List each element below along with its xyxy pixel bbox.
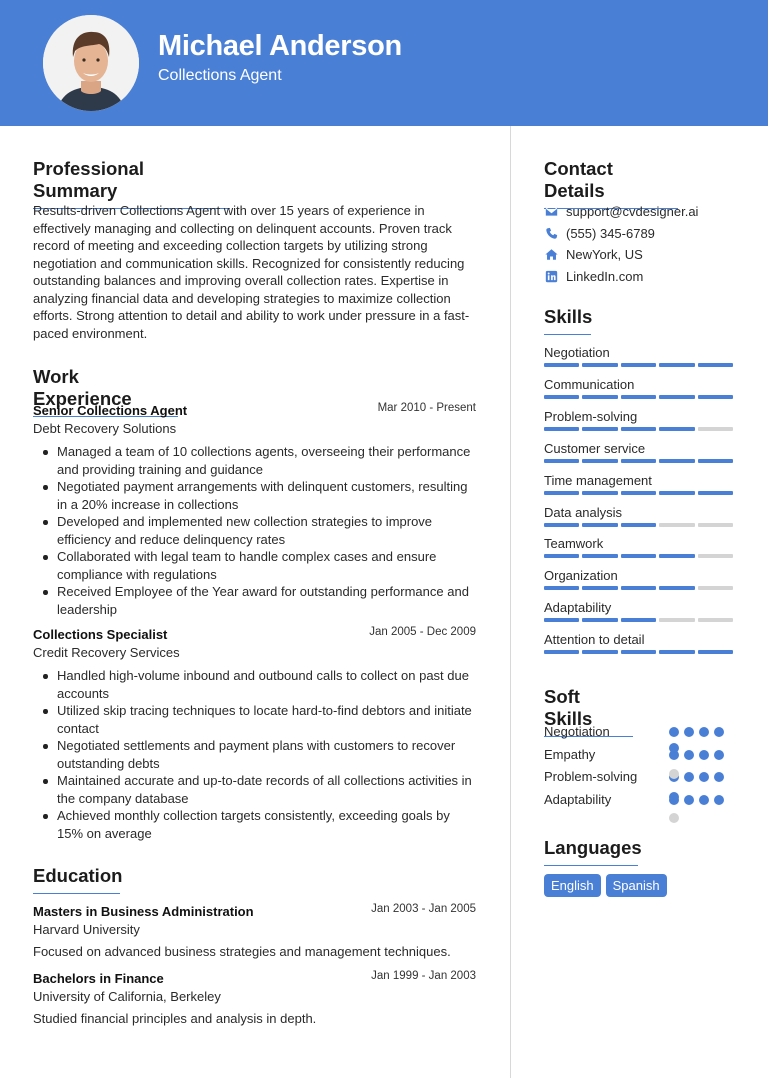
job-title: Senior Collections Agent: [33, 403, 188, 418]
skill-level-segment: [582, 554, 617, 558]
soft-skill-dot: [684, 795, 694, 805]
job-bullets: [33, 667, 476, 842]
skill-level-segment: [544, 618, 579, 622]
list-item: Handled high-volume inbound and outbound calls to collect on past due accounts: [33, 667, 476, 702]
skill-item: [544, 505, 733, 527]
soft-skill-item: [544, 747, 734, 770]
skill-level-bar: [544, 523, 733, 527]
skill-level-segment: [544, 554, 579, 558]
skill-level-segment: [582, 586, 617, 590]
skill-level-segment: [544, 586, 579, 590]
skill-level-segment: [544, 491, 579, 495]
skill-item: [544, 536, 733, 558]
school-name: University of California, Berkeley: [33, 989, 221, 1004]
skill-item: [544, 568, 733, 590]
list-item: Negotiated settlements and payment plans with customers to recover outstanding debts: [33, 737, 476, 772]
skill-name: Customer service: [544, 440, 646, 456]
soft-skill-dot: [714, 772, 724, 782]
skill-level-segment: [582, 523, 617, 527]
soft-skill-dot: [714, 795, 724, 805]
header-banner: [0, 0, 768, 126]
soft-skill-dot: [669, 743, 679, 753]
skill-level-segment: [582, 427, 617, 431]
skill-level-bar: [544, 395, 733, 399]
skill-level-segment: [659, 554, 694, 558]
skill-level-segment: [544, 459, 579, 463]
soft-skill-dot: [699, 750, 709, 760]
skill-level-segment: [582, 459, 617, 463]
skill-level-segment: [659, 459, 694, 463]
job-date: Mar 2010 - Present: [377, 402, 476, 414]
job-date: Jan 2005 - Dec 2009: [369, 626, 476, 638]
skill-level-segment: [659, 491, 694, 495]
soft-skill-dot: [714, 727, 724, 737]
avatar: [43, 15, 139, 111]
section-title-languages: Languages: [544, 837, 638, 866]
soft-skill-item: [544, 769, 734, 792]
skill-level-segment: [582, 618, 617, 622]
skill-level-segment: [698, 554, 733, 558]
skill-item: [544, 600, 733, 622]
skill-level-segment: [582, 395, 617, 399]
skill-level-segment: [621, 618, 656, 622]
soft-skill-name: Negotiation: [544, 724, 610, 739]
education-date: Jan 2003 - Jan 2005: [371, 903, 476, 915]
skill-level-bar: [544, 586, 733, 590]
skill-name: Time management: [544, 472, 652, 488]
skill-name: Organization: [544, 568, 618, 584]
skill-level-segment: [659, 363, 694, 367]
skill-level-segment: [698, 586, 733, 590]
skill-item: [544, 377, 733, 399]
skill-level-segment: [698, 650, 733, 654]
skill-level-segment: [698, 363, 733, 367]
soft-skill-dot: [669, 792, 679, 802]
skill-level-segment: [582, 650, 617, 654]
column-divider: [510, 126, 511, 1078]
contact-text: support@cvdesigner.ai: [566, 204, 699, 220]
linkedin-icon: [544, 269, 558, 283]
job-company: Credit Recovery Services: [33, 645, 180, 660]
contact-email[interactable]: [544, 201, 698, 223]
language-badge: English: [544, 874, 601, 897]
contact-list: [544, 201, 698, 287]
job-entry: [33, 626, 476, 842]
skill-level-segment: [698, 427, 733, 431]
languages-list: [544, 874, 667, 897]
skill-name: Teamwork: [544, 536, 604, 552]
job-company: Debt Recovery Solutions: [33, 421, 177, 436]
skill-name: Negotiation: [544, 345, 610, 360]
skill-level-bar: [544, 427, 733, 431]
education-entry: [33, 903, 476, 959]
skill-level-segment: [544, 363, 579, 367]
job-entry: [33, 402, 476, 618]
skill-level-segment: [621, 427, 656, 431]
contact-location: [544, 244, 698, 266]
skill-level-bar: [544, 618, 733, 622]
degree-title: Masters in Business Administration: [33, 904, 254, 919]
list-item: Collaborated with legal team to handle complex cases and ensure compliance with regulations: [33, 548, 476, 583]
soft-skill-item: [544, 792, 734, 815]
skill-name: Data analysis: [544, 504, 623, 520]
skill-level-segment: [659, 523, 694, 527]
skill-name: Adaptability: [544, 600, 612, 616]
soft-skill-dot: [714, 750, 724, 760]
skill-name: Attention to detail: [544, 632, 645, 648]
education-description: Focused on advanced business strategies and management techniques.: [33, 944, 451, 959]
contact-linkedin[interactable]: [544, 266, 698, 288]
skill-level-segment: [698, 523, 733, 527]
skill-name: Problem-solving: [544, 408, 638, 424]
soft-skill-dot: [684, 750, 694, 760]
contact-text: NewYork, US: [566, 247, 643, 263]
skill-level-segment: [621, 395, 656, 399]
soft-skill-dot: [669, 813, 679, 823]
education-description: Studied financial principles and analysis in depth.: [33, 1011, 317, 1026]
skill-item: [544, 409, 733, 431]
candidate-name: Michael Anderson: [158, 30, 402, 62]
soft-skill-dot: [684, 727, 694, 737]
skill-level-bar: [544, 491, 733, 495]
skill-level-segment: [659, 395, 694, 399]
degree-title: Bachelors in Finance: [33, 971, 164, 986]
email-icon: [544, 205, 558, 219]
soft-skill-dot: [699, 727, 709, 737]
skill-level-segment: [621, 586, 656, 590]
skill-level-segment: [659, 586, 694, 590]
skill-level-segment: [621, 363, 656, 367]
skill-level-bar: [544, 459, 733, 463]
section-title-soft-skills: Soft Skills: [544, 686, 633, 737]
list-item: Received Employee of the Year award for outstanding performance and leadership: [33, 583, 476, 618]
skill-level-segment: [582, 491, 617, 495]
skill-level-segment: [621, 459, 656, 463]
home-icon: [544, 248, 558, 262]
soft-skill-dot: [699, 772, 709, 782]
skill-item: [544, 632, 733, 654]
list-item: Utilized skip tracing techniques to locate hard-to-find debtors and initiate contact: [33, 702, 476, 737]
soft-skill-name: Adaptability: [544, 791, 612, 807]
skill-item: [544, 345, 733, 367]
skill-name: Communication: [544, 376, 635, 392]
soft-skill-name: Empathy: [544, 746, 596, 762]
section-title-education: Education: [33, 865, 120, 894]
list-item: Developed and implemented new collection strategies to improve efficiency and reduce delinquency rates: [33, 513, 476, 548]
soft-skill-item: [544, 724, 734, 747]
skill-item: [544, 441, 733, 463]
contact-text: (555) 345-6789: [566, 225, 655, 241]
job-bullets: [33, 443, 476, 618]
skill-level-segment: [659, 427, 694, 431]
soft-skill-dot: [699, 795, 709, 805]
section-title-experience: Work Experience: [33, 366, 178, 417]
skill-level-segment: [621, 491, 656, 495]
section-title-skills: Skills: [544, 306, 591, 335]
education-entry: [33, 970, 476, 1026]
list-item: Achieved monthly collection targets consistently, exceeding goals by 15% on average: [33, 807, 476, 842]
section-title-summary: Professional Summary: [33, 158, 230, 209]
skill-level-bar: [544, 363, 733, 367]
list-item: Managed a team of 10 collections agents, overseeing their performance and providing training and guidance: [33, 443, 476, 478]
skill-item: [544, 473, 733, 495]
skill-level-segment: [659, 618, 694, 622]
skill-level-segment: [698, 618, 733, 622]
skill-level-bar: [544, 554, 733, 558]
list-item: Maintained accurate and up-to-date records of all collections activities in the company database: [33, 772, 476, 807]
phone-icon: [544, 226, 558, 240]
skill-level-segment: [544, 427, 579, 431]
language-badge: Spanish: [606, 874, 667, 897]
skill-level-segment: [698, 491, 733, 495]
skill-level-segment: [698, 459, 733, 463]
skill-level-segment: [621, 650, 656, 654]
section-title-contact: Contact Details: [544, 158, 678, 209]
skill-level-segment: [621, 554, 656, 558]
skill-level-segment: [544, 395, 579, 399]
contact-text: LinkedIn.com: [566, 268, 644, 284]
list-item: Negotiated payment arrangements with delinquent customers, resulting in a 20% increase in collections: [33, 478, 476, 513]
skill-level-segment: [698, 395, 733, 399]
summary-text: Results-driven Collections Agent with over 15 years of experience in effectively managing and collecting on delinquent accounts. Proven track record of meeting and exceeding collection targets by utilizing strong negotiation and communication skills. Recognized for consistently reducing outstanding balances and improving overall collection rates. Expertise in analyzing financial data and developing strategies to maximize collection efforts. Strong attention to detail and ability to work under pressure in a fast-paced environment.: [33, 203, 470, 341]
soft-skill-name: Problem-solving: [544, 769, 638, 784]
skill-level-segment: [544, 523, 579, 527]
contact-phone[interactable]: [544, 223, 698, 245]
soft-skill-dot: [684, 772, 694, 782]
job-title: Collections Specialist: [33, 627, 168, 642]
education-date: Jan 1999 - Jan 2003: [371, 970, 476, 982]
skill-level-bar: [544, 650, 733, 654]
skill-level-segment: [659, 650, 694, 654]
skill-level-segment: [621, 523, 656, 527]
soft-skill-dot: [669, 769, 679, 779]
school-name: Harvard University: [33, 922, 140, 937]
candidate-title: Collections Agent: [158, 67, 282, 84]
skill-level-segment: [544, 650, 579, 654]
profile-photo: [43, 15, 139, 111]
skill-level-segment: [582, 363, 617, 367]
soft-skill-dot: [669, 727, 679, 737]
